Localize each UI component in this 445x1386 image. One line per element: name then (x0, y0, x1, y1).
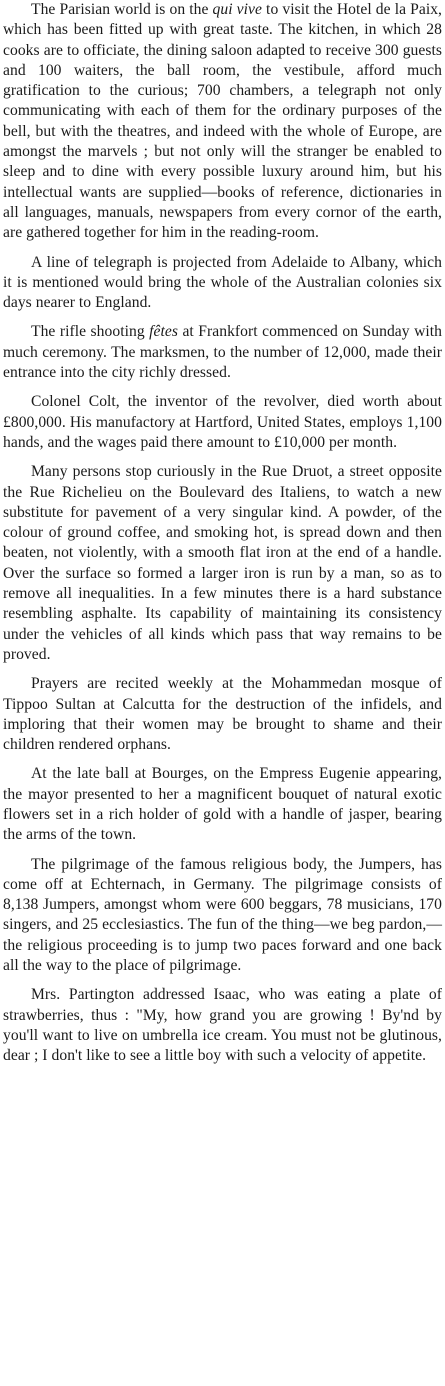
article-paragraph-colonel-colt (3, 392, 442, 453)
paragraph-text: Mrs. Partington addressed Isaac, who was eating a plate of strawberries, thus : "My, how grand you are growing ! By'nd by you'll want to live on umbrella ice cream. You must not be glutinous, dear ; I don't like to see a little boy with such a velocity of appetite. (3, 986, 442, 1065)
article-paragraph-tippoo-sultan (3, 674, 442, 755)
article-paragraph-hotel-de-la-paix (3, 0, 442, 244)
italic-phrase: fêtes (149, 323, 178, 341)
paragraph-text: at Frankfort commenced on Sunday with much ceremony. The marksmen, to the number of 12,000, made their entrance into the city richly dressed. (3, 323, 443, 382)
article-paragraph-bourges-ball (3, 764, 442, 845)
paragraph-text: Colonel Colt, the inventor of the revolver, died worth about £800,000. His manufactory at Hartford, United States, employs 1,100 hands, and the wages paid there amount to £10,000 per month. (3, 393, 442, 451)
article-paragraph-jumpers (3, 855, 442, 977)
article-paragraph-rue-druot (3, 462, 442, 665)
article-paragraph-telegraph-adelaide (3, 253, 442, 314)
article-paragraph-rifle-shooting (3, 322, 442, 383)
italic-phrase: qui vive (212, 1, 262, 18)
paragraph-text: The rifle shooting (31, 323, 150, 341)
paragraph-text: Prayers are recited weekly at the Mohammedan mosque of Tippoo Sultan at Calcutta for the destruction of the infidels, and imploring that their women may be brought to shame and their children rendered orphans. (3, 675, 442, 754)
paragraph-text: Many persons stop curiously in the Rue Druot, a street opposite the Rue Richelieu on the Boulevard des Italiens, to watch a new substitute for pavement of a very singular kind. A powder, of the colour of ground coffee, and smoking hot, is spread down and then beaten, not violently, with a smooth flat iron at the end of a handle. Over the surface so formed a larger iron is run by a man, so as to remove all inequalities. In a few minutes there is a hard substance resembling asphalte. Its capability of maintaining its consistency under the vehicles of all kinds which pass that way remains to be proved. (3, 463, 442, 663)
paragraph-text: At the late ball at Bourges, on the Empress Eugenie appearing, the mayor presented to her a magnificent bouquet of natural exotic flowers set in a rich holder of gold with a handle of jasper, bearing the arms of the town. (3, 765, 442, 844)
paragraph-text: to visit the Hotel de la Paix, which has been fitted up with great taste. The kitchen, in which 28 cooks are to officiate, the dining saloon adapted to receive 300 guests and 100 waiters, the ball room, the vestibule, afford much gratification to the curious; 700 chambers, a telegraph not only communicating with each of them for the ordinary purposes of the bell, but with the theatres, and indeed with the whole of Europe, are amongst the marvels ; but not only will the stranger be enabled to sleep and to dine with every possible luxury around him, but his intellectual wants are supplied—books of reference, dictionaries in all languages, manuals, newspapers from every cornor of the earth, are gathered together for him in the reading-room. (3, 1, 443, 242)
paragraph-text: A line of telegraph is projected from Adelaide to Albany, which it is mentioned would bring the whole of the Australian colonies six days nearer to England. (3, 253, 442, 312)
article-paragraph-mrs-partington (3, 985, 442, 1066)
paragraph-text: The Parisian world is on the (31, 1, 213, 18)
paragraph-text: The pilgrimage of the famous religious body, the Jumpers, has come off at Echternach, in Germany. The pilgrimage consists of 8,138 Jumpers, amongst whom were 600 beggars, 78 musicians, 170 singers, and 25 ecclesiastics. The fun of the thing—we beg pardon,—the religious proceeding is to jump two paces forward and one back all the way to the place of pilgrimage. (3, 855, 442, 975)
